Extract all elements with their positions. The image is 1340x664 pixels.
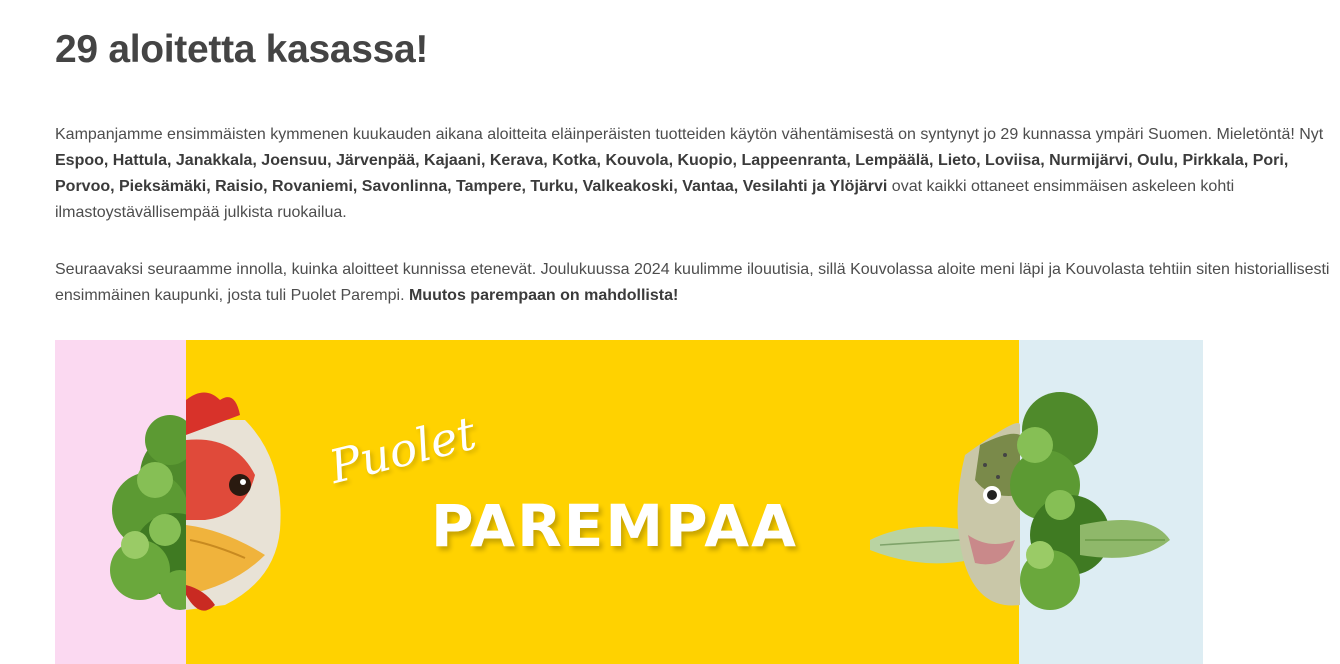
update-emphasis: Muutos parempaan on mahdollista! — [408, 287, 679, 304]
update-text: Seuraavaksi seuraamme innolla, kuinka aloitteet kunnissa etenevät. Joulukuussa 2024 kuulimme ilouutisia, sillä Kouvolassa aloite meni läpi ja Kouvolasta tehtiin siten historiallisesti ensimmäinen kaupunki, josta tuli Puolet Parempi. — [55, 261, 1330, 304]
update-paragraph — [55, 257, 1330, 309]
intro-outro-text: ovat kaikki ottaneet ensimmäisen askeleen kohti ilmastoystävällisempää julkista ruokailua. — [55, 178, 1235, 221]
logo-main-text: PAREMPAA — [431, 492, 799, 560]
intro-text: Kampanjamme ensimmäisten kymmenen kuukauden aikana aloitteita eläinperäisten tuotteiden käytön vähentämisestä on syntynyt jo 29 kunnassa ympäri Suomen. Mieletöntä! Nyt — [55, 126, 1324, 143]
intro-paragraph — [55, 122, 1330, 226]
puolet-parempaa-logo — [323, 405, 837, 570]
chicken-kale-icon — [95, 380, 295, 630]
campaign-banner — [55, 340, 1203, 664]
page-title: 29 aloitetta kasassa! — [55, 28, 429, 71]
municipality-list: Espoo, Hattula, Janakkala, Joensuu, Järvenpää, Kajaani, Kerava, Kotka, Kouvola, Kuopio, Lappeenranta, Lempäälä, Lieto, Loviisa, Nurmijärvi, Oulu, Pirkkala, Pori, Porvoo, Pieksämäki, Raisio, Rovaniemi, Savonlinna, Tampere, Turku, Valkeakoski, Vantaa, Vesilahti ja Ylöjärvi — [55, 152, 1289, 195]
logo-script-text: Puolet — [323, 405, 482, 494]
fish-kale-icon — [870, 385, 1175, 615]
